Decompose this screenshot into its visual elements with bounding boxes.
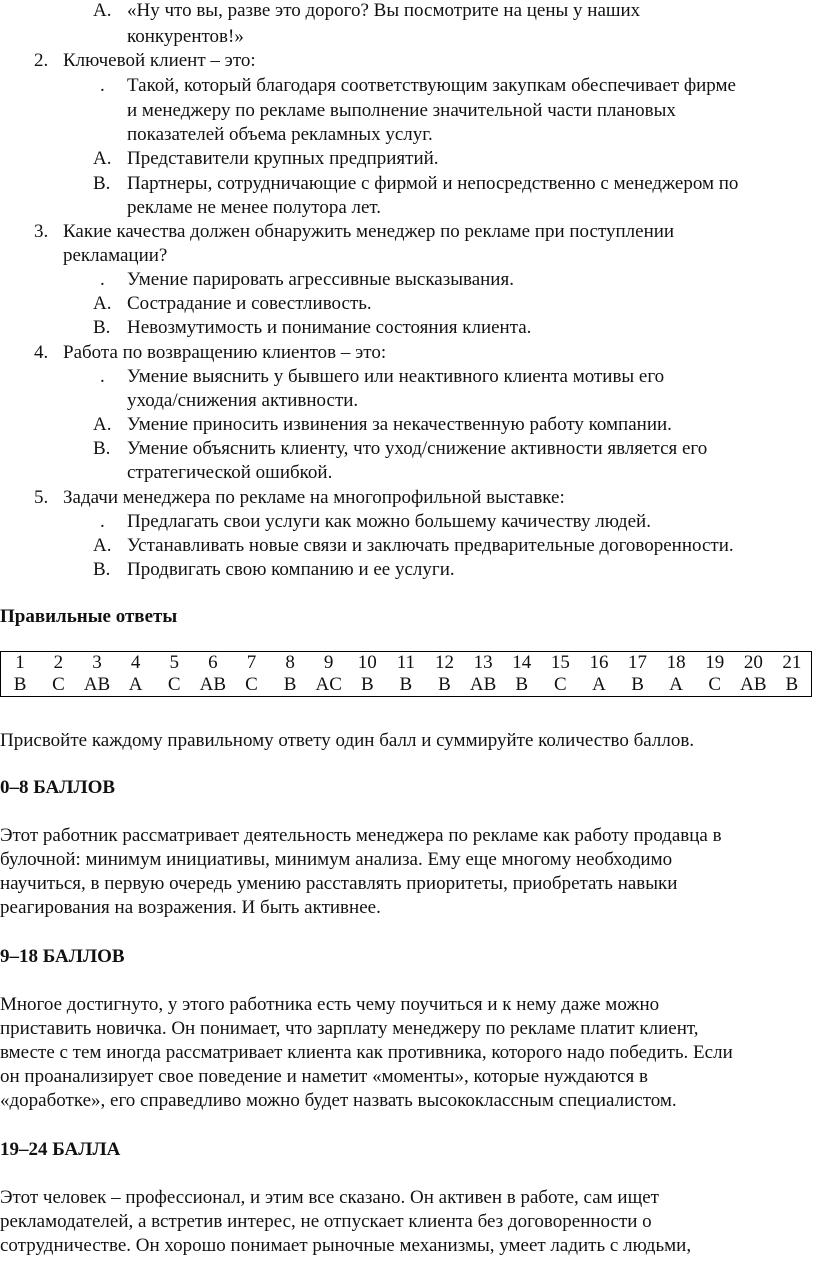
score-text-line: Многое достигнуто, у этого работника есть чему поучиться и к нему даже можно xyxy=(0,994,660,1015)
question-number: 4. xyxy=(34,342,49,363)
question-number: 2. xyxy=(34,50,49,71)
answer-marker: . xyxy=(100,366,105,387)
question-number: 5. xyxy=(34,487,49,508)
score-text-line: Этот человек – профессионал, и этим все сказано. Он активен в работе, сам ищет xyxy=(0,1187,659,1208)
answer-text-line: и менеджеру по рекламе выполнение значительной части плановых xyxy=(127,100,676,121)
answer-letter-cell: C xyxy=(245,674,258,695)
answer-letter-cell: A xyxy=(669,674,684,695)
answer-text-line: Сострадание и совестливость. xyxy=(127,293,372,314)
answer-text-line: Умение объяснить клиенту, что уход/снижение активности является его xyxy=(127,438,708,459)
question-number-cell: 3 xyxy=(92,652,102,673)
question-number-cell: 10 xyxy=(357,652,377,673)
answer-marker: . xyxy=(100,511,105,532)
score-heading: 0–8 БАЛЛОВ xyxy=(0,777,116,798)
answer-key-table xyxy=(0,651,812,697)
answer-letter-cell: C xyxy=(708,674,722,695)
answer-text-line: Умение выяснить у бывшего или неактивного клиента мотивы его xyxy=(127,366,665,387)
answer-text-line: Умение парировать агрессивные высказывания. xyxy=(127,269,514,290)
answer-text-line: «Ну что вы, разве это дорого? Вы посмотрите на цены у наших xyxy=(127,0,641,21)
question-text-line: Какие качества должен обнаружить менеджер по рекламе при поступлении xyxy=(63,221,675,242)
answer-letter-cell: C xyxy=(553,674,567,695)
score-text-line: реагирования на возражения. И быть активнее. xyxy=(0,897,381,918)
score-text-line: вместе с тем иногда рассматривает клиента как противника, которого надо победить. Если xyxy=(0,1042,733,1063)
question-number-cell: 7 xyxy=(246,652,257,673)
answer-key-numbers-row xyxy=(1,652,812,675)
answer-letter-cell: A xyxy=(128,674,143,695)
answer-text-line: показателей объема рекламных услуг. xyxy=(127,124,433,145)
answer-letter-cell: AB xyxy=(469,674,497,695)
score-text-line: булочной: минимум инициативы, минимум анализа. Ему еще многому необходимо xyxy=(0,849,673,870)
answer-marker: B. xyxy=(93,559,111,580)
answer-marker: A. xyxy=(93,0,112,21)
question-text-line: Работа по возвращению клиентов – это: xyxy=(63,342,387,363)
answer-text-line: Такой, который благодаря соответствующим закупкам обеспечивает фирме xyxy=(127,75,736,96)
score-heading: 9–18 БАЛЛОВ xyxy=(0,946,125,967)
answer-letter-cell: B xyxy=(360,674,374,695)
answer-text-line: стратегической ошибкой. xyxy=(127,462,333,483)
answer-text-line: рекламе не менее полутора лет. xyxy=(127,197,382,218)
answer-marker: . xyxy=(100,269,105,290)
answer-key-letters-row xyxy=(1,674,812,697)
score-text-line: приставить новичка. Он понимает, что зарплату менеджеру по рекламе платит клиент, xyxy=(0,1018,699,1039)
score-text-line: «доработке», его справедливо можно будет назвать высококлассным специалистом. xyxy=(0,1090,677,1111)
question-text-line: Ключевой клиент – это: xyxy=(63,50,256,71)
answer-letter-cell: B xyxy=(283,674,297,695)
answer-text-line: Устанавливать новые связи и заключать предварительные договоренности. xyxy=(127,535,734,556)
question-number-cell: 2 xyxy=(53,652,64,673)
answers-heading: Правильные ответы xyxy=(0,606,178,627)
answer-marker: A. xyxy=(93,293,112,314)
answer-letter-cell: A xyxy=(592,674,606,695)
answer-marker: A. xyxy=(93,414,112,435)
score-text-line: научиться, в первую очередь умению расставлять приоритеты, приобретать навыки xyxy=(0,873,678,894)
answer-text-line: Умение приносить извинения за некачественную работу компании. xyxy=(127,414,672,435)
answer-marker: B. xyxy=(93,173,111,194)
question-number-cell: 4 xyxy=(130,652,141,673)
score-heading: 19–24 БАЛЛА xyxy=(0,1139,121,1160)
question-text-line: рекламации? xyxy=(63,245,168,266)
score-text-line: он проанализирует свое поведение и наметит «моменты», которые нуждаются в xyxy=(0,1066,649,1087)
question-number-cell: 19 xyxy=(705,652,725,673)
answer-marker: B. xyxy=(93,317,111,338)
answer-letter-cell: AB xyxy=(199,674,227,695)
answer-letter-cell: B xyxy=(785,674,799,695)
answer-text-line: Предлагать свои услуги как можно большему качичеству людей. xyxy=(127,511,651,532)
answer-marker: B. xyxy=(93,438,111,459)
question-number-cell: 18 xyxy=(666,652,686,673)
question-number-cell: 21 xyxy=(782,652,802,673)
score-text-line: сотрудничестве. Он хорошо понимает рыночные механизмы, умеет ладить с людьми, xyxy=(0,1235,692,1256)
answer-letter-cell: B xyxy=(438,674,451,695)
question-number-cell: 1 xyxy=(15,652,25,673)
question-number-cell: 15 xyxy=(550,652,570,673)
question-number-cell: 8 xyxy=(285,652,295,673)
answer-letter-cell: C xyxy=(52,674,65,695)
answer-marker: A. xyxy=(93,535,112,556)
answer-text-line: Продвигать свою компанию и ее услуги. xyxy=(127,559,455,580)
answer-letter-cell: B xyxy=(631,674,644,695)
question-number-cell: 6 xyxy=(208,652,218,673)
answer-letter-cell: B xyxy=(399,674,413,695)
answer-marker: A. xyxy=(93,148,112,169)
question-number-cell: 16 xyxy=(589,652,609,673)
question-number-cell: 13 xyxy=(473,652,493,673)
question-number-cell: 5 xyxy=(169,652,179,673)
answer-letter-cell: AB xyxy=(740,674,767,695)
answer-letter-cell: AB xyxy=(83,674,111,695)
answer-marker: . xyxy=(100,75,105,96)
question-number-cell: 11 xyxy=(396,652,416,673)
answer-letter-cell: B xyxy=(515,674,529,695)
question-number: 3. xyxy=(34,221,49,242)
score-text-line: рекламодателей, а встретив интерес, не отпускает клиента без договоренности о xyxy=(0,1211,652,1232)
answer-text-line: конкурентов!» xyxy=(127,26,244,47)
question-number-cell: 20 xyxy=(743,652,763,673)
answer-text-line: Представители крупных предприятий. xyxy=(127,148,439,169)
question-number-cell: 17 xyxy=(628,652,648,673)
question-number-cell: 9 xyxy=(323,652,334,673)
question-text-line: Задачи менеджера по рекламе на многопрофильной выставке: xyxy=(63,487,565,508)
scoring-instruction: Присвойте каждому правильному ответу один балл и суммируйте количество баллов. xyxy=(0,730,695,751)
answer-text-line: Невозмутимость и понимание состояния клиента. xyxy=(127,317,532,338)
question-number-cell: 14 xyxy=(512,652,532,673)
answer-text-line: ухода/снижения активности. xyxy=(127,390,359,411)
answer-text-line: Партнеры, сотрудничающие с фирмой и непосредственно с менеджером по xyxy=(127,173,739,194)
answer-letter-cell: B xyxy=(13,674,27,695)
answer-letter-cell: AC xyxy=(315,674,342,695)
score-text-line: Этот работник рассматривает деятельность менеджера по рекламе как работу продавца в xyxy=(0,825,722,846)
answer-letter-cell: C xyxy=(167,674,181,695)
question-number-cell: 12 xyxy=(435,652,454,673)
